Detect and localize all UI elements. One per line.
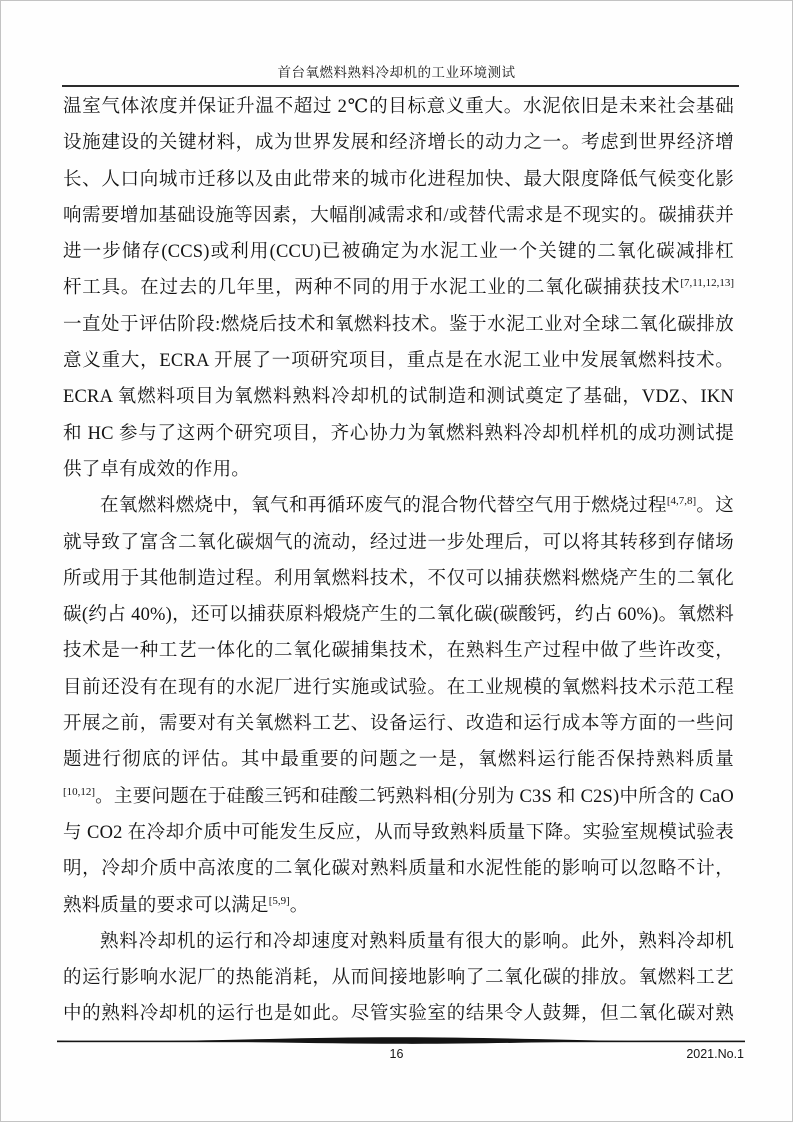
text-line: 和 HC 参与了这两个研究项目，齐心协力为氧燃料熟料冷却机样机的成功测试提 <box>63 423 734 444</box>
text-line: 响需要增加基础设施等因素，大幅削减需求和/或替代需求是不现实的。碳捕获并 <box>63 205 734 226</box>
text-line: 熟料质量的要求可以满足[5,9]。 <box>63 894 309 916</box>
text-line: 长、人口向城市迁移以及由此带来的城市化进程加快、最大限度降低气候变化影 <box>63 169 734 190</box>
text-line: 意义重大，ECRA 开展了一项研究项目，重点是在水泥工业中发展氧燃料技术。 <box>63 351 734 372</box>
text-line: 碳(约占 40%)，还可以捕获原料煅烧产生的二氧化碳(碳酸钙，约占 60%)。氧燃料 <box>63 605 734 626</box>
citation-superscript: [7,11,12,13] <box>680 277 734 290</box>
text-line: 杆工具。在过去的几年里，两种不同的用于水泥工业的二氧化碳捕获技术[7,11,12,13] <box>63 277 734 299</box>
footer-issue-label: 2021.No.1 <box>686 1047 744 1061</box>
footer-rule <box>57 1037 745 1047</box>
running-header-title: 首台氧燃料熟料冷却机的工业环境测试 <box>277 65 516 80</box>
text-line: 就导致了富含二氧化碳烟气的流动，经过进一步处理后，可以将其转移到存储场 <box>63 532 734 553</box>
text-line: 温室气体浓度并保证升温不超过 2℃的目标意义重大。水泥依旧是未来社会基础 <box>63 97 734 117</box>
text-line: 明，冷却介质中高浓度的二氧化碳对熟料质量和水泥性能的影响可以忽略不计， <box>63 859 734 880</box>
header-rule <box>62 85 739 87</box>
text-line: 所或用于其他制造过程。利用氧燃料技术，不仅可以捕获燃料燃烧产生的二氧化 <box>63 568 734 589</box>
text-line: 题进行彻底的评估。其中最重要的问题之一是，氧燃料运行能否保持熟料质量 <box>63 750 734 771</box>
text-line: ECRA 氧燃料项目为氧燃料熟料冷却机的试制造和测试奠定了基础，VDZ、IKN <box>63 387 734 408</box>
text-line: [10,12]。主要问题在于硅酸三钙和硅酸二钙熟料相(分别为 C3S 和 C2S)中所含的 CaO <box>63 785 734 807</box>
paragraph <box>63 89 734 488</box>
document-body <box>63 89 734 1033</box>
text-line: 的运行影响水泥厂的热能消耗，从而间接地影响了二氧化碳的排放。氧燃料工艺 <box>63 968 734 989</box>
citation-superscript: [4,7,8] <box>666 495 697 508</box>
citation-superscript: [10,12] <box>63 785 96 798</box>
paragraph <box>63 924 734 1033</box>
text-line: 熟料冷却机的运行和冷却速度对熟料质量有很大的影响。此外，熟料冷却机 <box>100 931 734 952</box>
citation-superscript: [5,9] <box>268 894 290 907</box>
text-line: 开展之前，需要对有关氧燃料工艺、设备运行、改造和运行成本等方面的一些问 <box>63 714 734 735</box>
footer-page-number: 16 <box>389 1047 404 1061</box>
text-line: 一直处于评估阶段:燃烧后技术和氧燃料技术。鉴于水泥工业对全球二氧化碳排放 <box>63 314 734 335</box>
text-line: 供了卓有成效的作用。 <box>63 459 251 480</box>
text-line: 中的熟料冷却机的运行也是如此。尽管实验室的结果令人鼓舞，但二氧化碳对熟 <box>63 1004 734 1025</box>
text-line: 技术是一种工艺一体化的二氧化碳捕集技术，在熟料生产过程中做了些许改变， <box>63 641 734 662</box>
text-line: 进一步储存(CCS)或利用(CCU)已被确定为水泥工业一个关键的二氧化碳减排杠 <box>63 242 734 263</box>
text-line: 设施建设的关键材料，成为世界发展和经济增长的动力之一。考虑到世界经济增 <box>63 133 734 154</box>
paragraph <box>63 488 734 924</box>
text-line: 与 CO2 在冷却介质中可能发生反应，从而导致熟料质量下降。实验室规模试验表 <box>63 822 734 843</box>
text-line: 目前还没有在现有的水泥厂进行实施或试验。在工业规模的氧燃料技术示范工程 <box>63 677 734 698</box>
text-line: 在氧燃料燃烧中，氧气和再循环废气的混合物代替空气用于燃烧过程[4,7,8]。这 <box>100 495 734 517</box>
